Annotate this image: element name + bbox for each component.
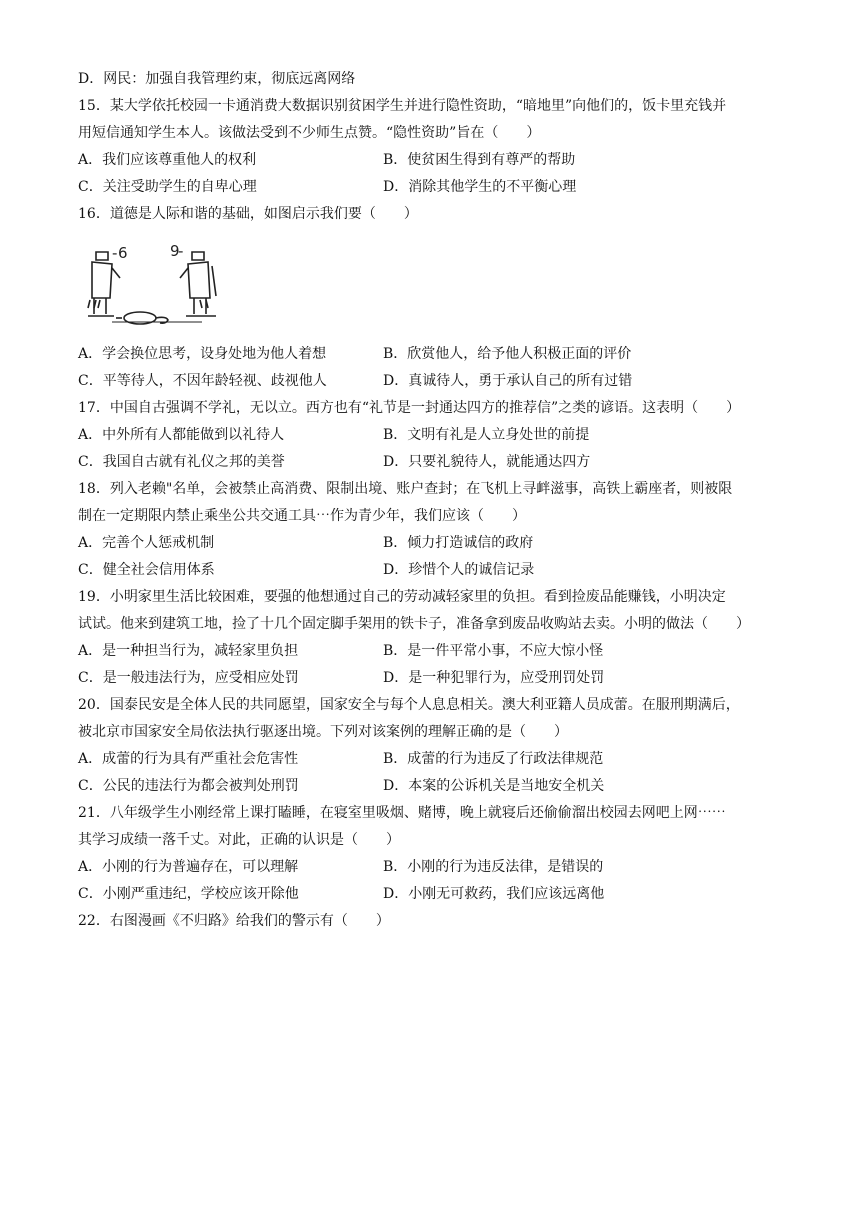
- q15-option-d: D．消除其他学生的不平衡心理: [383, 179, 577, 195]
- q18-option-b: B．倾力打造诚信的政府: [383, 535, 534, 551]
- q15-option-a: A．我们应该尊重他人的权利: [78, 152, 257, 168]
- q19-option-c: C．是一般违法行为，应受相应处罚: [78, 670, 299, 686]
- q17-option-d: D．只要礼貌待人，就能通达四方: [383, 454, 591, 470]
- q17-option-c: C．我国自古就有礼仪之邦的美誉: [78, 454, 285, 470]
- q21-option-c: C．小刚严重违纪，学校应该开除他: [78, 886, 299, 902]
- left-person-number: 6: [118, 244, 128, 262]
- ground-number-shape: [112, 312, 202, 324]
- q19-option-a: A．是一种担当行为，减轻家里负担: [78, 643, 299, 659]
- q18-stem-line2: 制在一定期限内禁止乘坐公共交通工具⋯作为青少年，我们应该（ ）: [78, 508, 526, 524]
- q16-option-c: C．平等待人，不因年龄轻视、歧视他人: [78, 373, 327, 389]
- q18-option-a: A．完善个人惩戒机制: [78, 535, 215, 551]
- q21-option-b: B．小刚的行为违反法律，是错误的: [383, 859, 604, 875]
- q15-stem-line1: 15．某大学依托校园一卡通消费大数据识别贫困学生并进行隐性资助，“暗地里”向他们的，饭卡里充钱并: [78, 98, 727, 114]
- q19-option-d: D．是一种犯罪行为，应受刑罚处罚: [383, 670, 605, 686]
- q21-option-a: A．小刚的行为普遍存在，可以理解: [78, 859, 299, 875]
- right-person-number: 9: [170, 242, 180, 260]
- prev-question-option-d: D．网民：加强自我管理约束，彻底远离网络: [78, 71, 356, 87]
- q21-stem-line1: 21．八年级学生小刚经常上课打瞌睡，在寝室里吸烟、赌博，晚上就寝后还偷偷溜出校园去网吧上网⋯⋯: [78, 805, 726, 821]
- q16-option-b: B．欣赏他人，给予他人积极正面的评价: [383, 346, 632, 362]
- q20-option-c: C．公民的违法行为都会被判处刑罚: [78, 778, 299, 794]
- q17-stem: 17．中国自古强调不学礼，无以立。西方也有“礼节是一封通达四方的推荐信”之类的谚语。这表明（ ）: [78, 400, 741, 416]
- q18-option-d: D．珍惜个人的诚信记录: [383, 562, 535, 578]
- q19-stem-line2: 试试。他来到建筑工地，捡了十几个固定脚手架用的铁卡子，准备拿到废品收购站去卖。小明的做法（ ）: [78, 616, 750, 632]
- q20-option-d: D．本案的公诉机关是当地安全机关: [383, 778, 605, 794]
- q21-stem-line2: 其学习成绩一落千丈。对此，正确的认识是（ ）: [78, 832, 400, 848]
- q16-option-a: A．学会换位思考，设身处地为他人着想: [78, 346, 327, 362]
- q20-option-b: B．成蕾的行为违反了行政法律规范: [383, 751, 604, 767]
- q16-option-d: D．真诚待人，勇于承认自己的所有过错: [383, 373, 633, 389]
- q18-stem-line1: 18．列入老赖"名单，会被禁止高消费、限制出境、账户查封；在飞机上寻衅滋事，高铁上霸座者，则被限: [78, 481, 733, 497]
- q19-option-b: B．是一件平常小事，不应大惊小怪: [383, 643, 604, 659]
- right-dash: -: [178, 242, 184, 260]
- q15-option-c: C．关注受助学生的自卑心理: [78, 179, 257, 195]
- q15-option-b: B．使贫困生得到有尊严的帮助: [383, 152, 576, 168]
- q20-option-a: A．成蕾的行为具有严重社会危害性: [78, 751, 299, 767]
- six-nine-cartoon: [82, 238, 232, 330]
- q20-stem-line2: 被北京市国家安全局依法执行驱逐出境。下列对该案例的理解正确的是（ ）: [78, 724, 568, 740]
- q21-option-d: D．小刚无可救药，我们应该远离他: [383, 886, 605, 902]
- q16-stem: 16．道德是人际和谐的基础，如图启示我们要（ ）: [78, 206, 418, 222]
- q22-stem: 22．右图漫画《不归路》给我们的警示有（ ）: [78, 913, 390, 929]
- q17-option-a: A．中外所有人都能做到以礼待人: [78, 427, 285, 443]
- q19-stem-line1: 19．小明家里生活比较困难，要强的他想通过自己的劳动减轻家里的负担。看到捡废品能赚钱，小明决定: [78, 589, 726, 605]
- q17-option-b: B．文明有礼是人立身处世的前提: [383, 427, 590, 443]
- q18-option-c: C．健全社会信用体系: [78, 562, 215, 578]
- right-person-drawing: [180, 252, 216, 316]
- left-dash: -: [112, 244, 118, 262]
- q15-stem-line2: 用短信通知学生本人。该做法受到不少师生点赞。“隐性资助”旨在（ ）: [78, 125, 541, 141]
- q16-cartoon-figure: [82, 238, 232, 330]
- q20-stem-line1: 20．国泰民安是全体人民的共同愿望，国家安全与每个人息息相关。澳大利亚籍人员成蕾。在服刑期满后，: [78, 697, 740, 713]
